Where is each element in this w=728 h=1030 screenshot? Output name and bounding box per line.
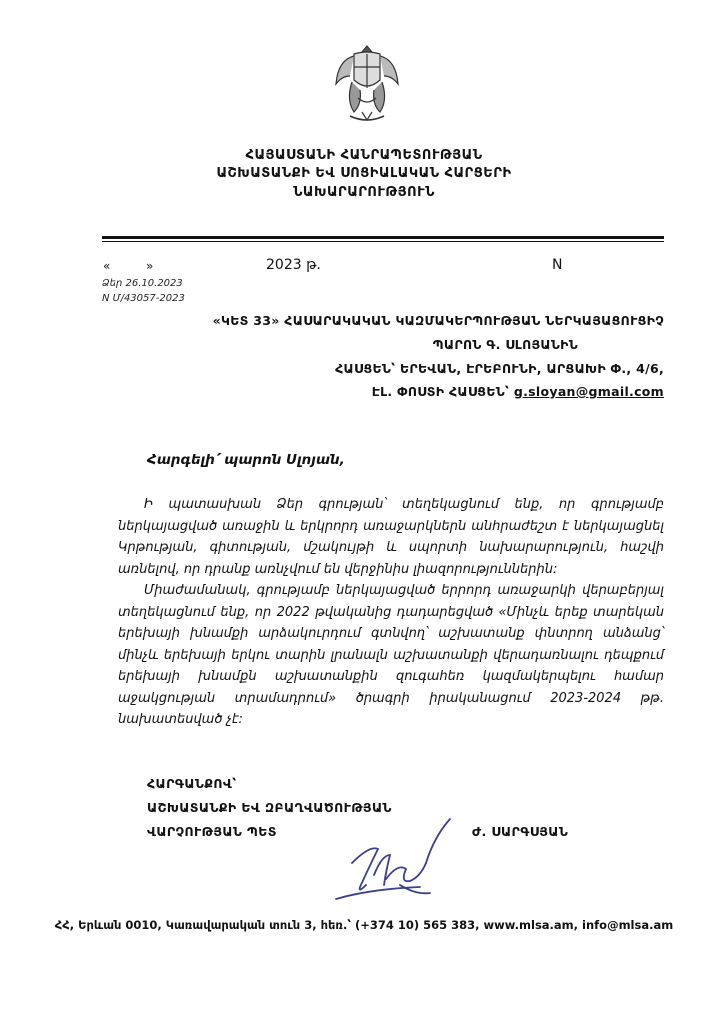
- date-quote-close: »: [146, 259, 154, 273]
- recipient-organization: «ԿԵՏ 33» ՀԱՍԱՐԱԿԱԿԱՆ ԿԱԶՄԱԿԵՐՊՈՒԹՅԱՆ ՆԵՐԿԱՅԱՑՈՒՑԻՉ: [212, 313, 664, 328]
- ministry-name-line2: ԱՇԽԱՏԱՆՔԻ ԵՎ ՍՈՑԻԱԼԱԿԱՆ ՀԱՐՑԵՐԻ: [216, 166, 512, 181]
- email-label: ԷԼ. ՓՈՍՏԻ ՀԱՍՑԵՆ՝: [371, 384, 510, 399]
- letter-body: [118, 494, 664, 731]
- letter-number-label: N: [552, 257, 563, 273]
- date-quote-open: «: [103, 259, 111, 273]
- header-divider-thick: [102, 236, 664, 239]
- ministry-name-line1: ՀԱՅԱՍՏԱՆԻ ՀԱՆՐԱՊԵՏՈՒԹՅԱՆ: [245, 148, 483, 163]
- body-paragraph-1: Ի պատասխան Ձեր գրության՝ տեղեկացնում ենք, որ գրությամբ ներկայացված առաջին և երկրորդ առաջարկներն անհրաժեշտ է ներկայացնել Կրթության, գիտության, մշակույթի և սպորտի նախարարություն, հաշվի առնելով, որ դրանք առնչվում են վերջինիս լիազորություններին:: [118, 497, 664, 577]
- recipient-name: ՊԱՐՈՆ Գ. ՍԼՈՅԱՆԻՆ: [432, 337, 578, 352]
- signature-closing: ՀԱՐԳԱՆՔՈՎ՝: [147, 776, 237, 791]
- recipient-email-link[interactable]: g.sloyan@gmail.com: [513, 384, 664, 399]
- coat-of-arms-emblem: [332, 40, 402, 130]
- body-paragraph-2: Միաժամանակ, գրությամբ ներկայացված երրորդ առաջարկի վերաբերյալ տեղեկացնում ենք, որ 2022 թվականից դադարեցված «Մինչև երեք տարեկան երեխայի խնամքի արձակուրդում գտնվող՝ աշխատանք փնտրող անձանց՝ մինչև երեխայի երկու տարին լրանալն աշխատանքի վերադառնալու դեպքում երեխայի խնամքն աշխատանքին զուգահեռ կազմակերպելու համար աջակցության տրամադրում» ծրագրի իրականացում 2023-2024 թթ. նախատեսված չէ:: [118, 583, 664, 727]
- greeting: Հարգելի՛ պարոն Սլոյան,: [147, 452, 345, 468]
- reference-number: N Մ/43057-2023: [102, 293, 185, 304]
- recipient-address: ՀԱՍՑԵՆ՝ ԵՐԵՎԱՆ, ԷՐԵԲՈՒՆԻ, ԱՐՑԱԽԻ Փ., 4/6,: [335, 361, 664, 376]
- ministry-name-line3: ՆԱԽԱՐԱՐՈՒԹՅՈՒՆ: [293, 185, 435, 200]
- signature-department: ԱՇԽԱՏԱՆՔԻ ԵՎ ԶԲԱՂՎԱԾՈՒԹՅԱՆ: [147, 800, 392, 815]
- handwritten-signature: [330, 815, 455, 910]
- footer-contact: ՀՀ, Երևան 0010, Կառավարական տուն 3, հեռ.՝ (+374 10) 565 383, www.mlsa.am, info@mlsa.am: [54, 918, 674, 932]
- letter-year: 2023 թ.: [266, 257, 321, 273]
- reference-date: Ձեր 26.10.2023: [102, 278, 183, 289]
- signatory-name: Ժ. ՍԱՐԳՍՅԱՆ: [472, 824, 569, 839]
- recipient-email-line: [372, 384, 664, 399]
- header-divider-thin: [102, 241, 664, 242]
- signature-title: ՎԱՐՉՈՒԹՅԱՆ ՊԵՏ: [147, 824, 277, 839]
